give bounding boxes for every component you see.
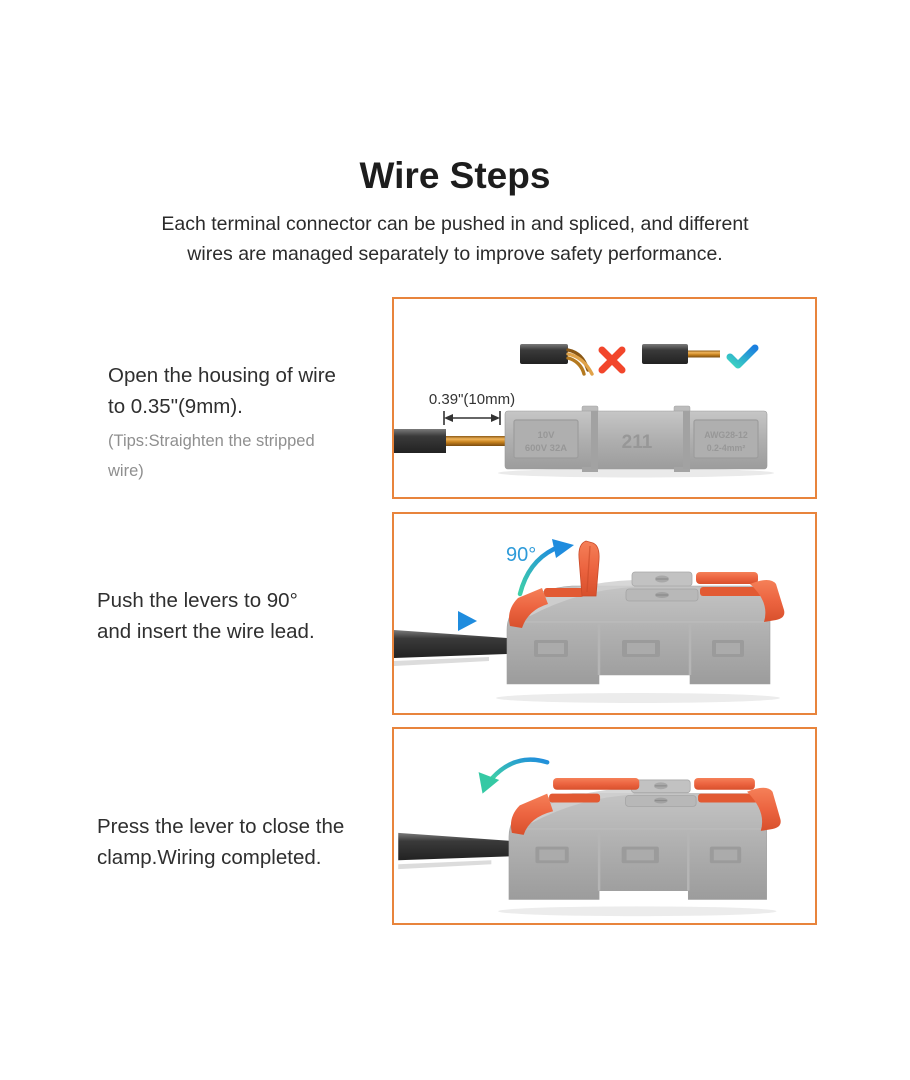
subtitle-line-1: Each terminal connector can be pushed in and spliced, and different [161, 213, 749, 235]
stripped-wire [394, 429, 506, 453]
insert-wire [394, 630, 507, 658]
step1-tips-line-2: wire) [108, 462, 144, 480]
terminal-connector-front [498, 406, 774, 478]
background-wire [398, 860, 491, 869]
subtitle-line-2: wires are managed separately to improve safety performance. [187, 243, 723, 265]
page-title: Wire Steps [359, 155, 551, 196]
step3-figure [392, 727, 817, 925]
background-wire [394, 657, 489, 666]
step1-line-2: to 0.35"(9mm). [108, 394, 243, 418]
step1-instruction [108, 361, 336, 486]
step3-line-1: Press the lever to close the [97, 815, 345, 838]
step3-instruction [97, 812, 344, 873]
step2-figure [392, 512, 817, 715]
bad-wire-example [520, 344, 622, 374]
step2-line-2: and insert the wire lead. [97, 619, 315, 643]
step2-instruction [97, 586, 315, 647]
insert-arrow-icon [420, 611, 477, 631]
marking-right-line2: 0.2-4mm² [706, 443, 746, 453]
strip-wire-illustration [394, 299, 815, 497]
good-wire-example [642, 344, 755, 365]
close-lever-illustration [394, 729, 815, 923]
close-arrow-icon [479, 760, 548, 794]
step3-line-2: clamp.Wiring completed. [97, 845, 322, 869]
measurement-label: 0.39"(10mm) [428, 391, 516, 408]
marking-right-line1: AWG28-12 [704, 430, 748, 440]
step1-line-1: Open the housing of wire [108, 364, 336, 387]
step1-tips-line-1: (Tips:Straighten the stripped [108, 432, 315, 450]
step2-line-1: Push the levers to 90° [97, 589, 298, 612]
marking-left-line2: 600V 32A [524, 443, 568, 454]
step1-tips [108, 426, 336, 486]
angle-label: 90° [506, 544, 537, 566]
marking-center: 211 [621, 432, 653, 453]
page-subtitle [0, 209, 910, 269]
x-mark-icon [602, 350, 622, 370]
check-mark-icon [730, 348, 755, 365]
inserted-wire [398, 833, 509, 860]
step1-figure [392, 297, 817, 499]
open-lever-illustration [394, 514, 815, 713]
marking-left-line1: 10V [537, 430, 555, 441]
strip-length-dimension [429, 391, 515, 425]
